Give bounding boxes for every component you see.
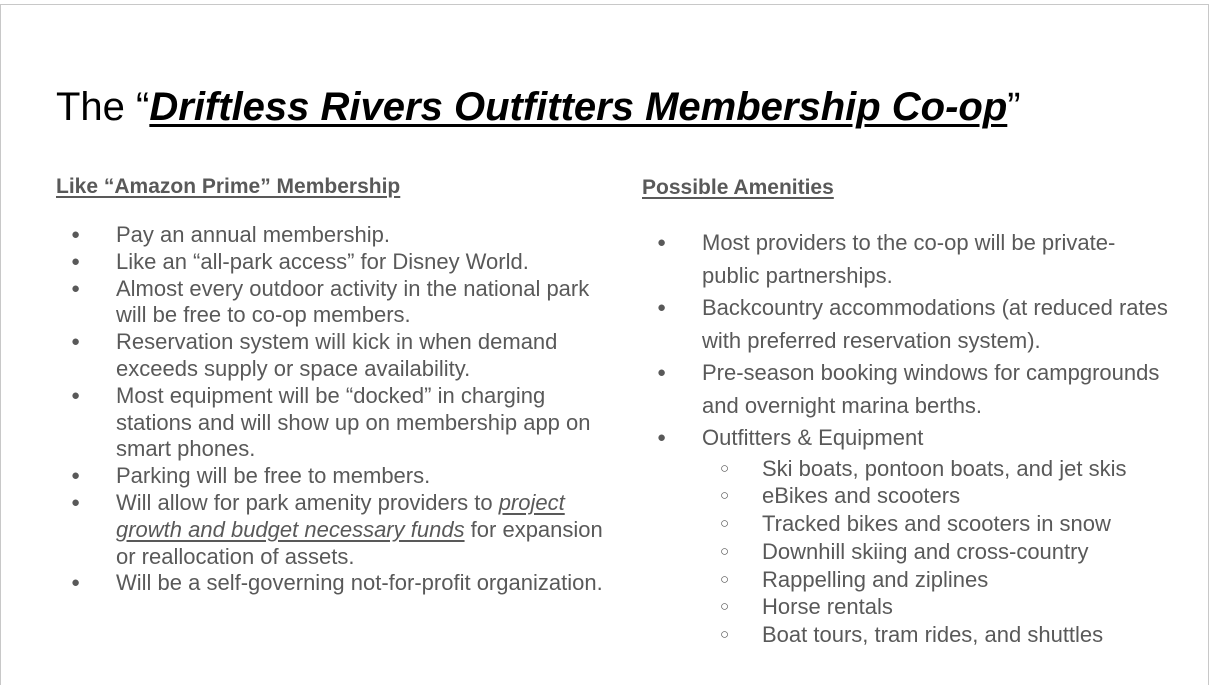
bullet-text: Most providers to the co-op will be private-public partnerships. bbox=[702, 230, 1116, 288]
sub-bullet-text: eBikes and scooters bbox=[762, 483, 961, 509]
bullet-text: Most equipment will be “docked” in charging stations and will show up on membership app on smart phones. bbox=[116, 382, 591, 462]
left-bullet-list bbox=[71, 222, 606, 597]
sub-list-item bbox=[720, 566, 1172, 594]
bullet-icon: ● bbox=[71, 574, 81, 592]
sub-bullet-icon: ○ bbox=[720, 598, 730, 616]
list-item bbox=[657, 357, 1172, 422]
list-item bbox=[71, 489, 606, 570]
list-item bbox=[657, 422, 1172, 649]
sub-bullet-text: Boat tours, tram rides, and shuttles bbox=[762, 622, 1104, 648]
bullet-icon: ● bbox=[71, 333, 81, 351]
bullet-text: Pre-season booking windows for campgrounds and overnight marina berths. bbox=[702, 360, 1160, 418]
sub-bullet-text: Ski boats, pontoon boats, and jet skis bbox=[762, 455, 1127, 481]
sub-bullet-text: Rappelling and ziplines bbox=[762, 566, 989, 592]
bullet-icon: ● bbox=[71, 226, 81, 243]
list-item bbox=[71, 570, 606, 597]
sub-bullet-text: Downhill skiing and cross-country bbox=[762, 538, 1089, 564]
sub-list-item bbox=[720, 482, 1172, 510]
slide-title bbox=[56, 83, 1021, 131]
bullet-text: Reservation system will kick in when demand exceeds supply or space availability. bbox=[116, 329, 558, 381]
right-column-heading: Possible Amenities bbox=[642, 176, 834, 199]
sub-bullet-icon: ○ bbox=[720, 487, 730, 505]
bullet-icon: ● bbox=[657, 299, 667, 316]
bullet-text: Parking will be free to members. bbox=[116, 463, 431, 489]
sub-bullet-text: Tracked bikes and scooters in snow bbox=[762, 511, 1111, 537]
sub-bullet-icon: ○ bbox=[720, 515, 730, 533]
bullet-text: for expansion or reallocation of assets. bbox=[116, 516, 603, 569]
sub-bullet-icon: ○ bbox=[720, 626, 730, 644]
funds-emphasis: project growth and budget necessary funds bbox=[116, 489, 565, 542]
sub-bullet-icon: ○ bbox=[720, 570, 730, 588]
list-item bbox=[657, 227, 1172, 292]
bullet-icon: ● bbox=[71, 467, 81, 485]
list-item bbox=[71, 248, 606, 276]
bullet-text: Almost every outdoor activity in the national park will be free to co-op members. bbox=[116, 275, 590, 328]
bullet-icon: ● bbox=[71, 252, 81, 270]
bullet-icon: ● bbox=[71, 386, 81, 404]
bullet-text: Backcountry accommodations (at reduced rates with preferred reservation system). bbox=[702, 295, 1168, 353]
sub-list-item bbox=[720, 510, 1172, 538]
list-item bbox=[71, 275, 606, 330]
bullet-text: Will be a self-governing not-for-profit organization. bbox=[116, 570, 603, 596]
slide bbox=[0, 4, 1209, 685]
list-item bbox=[71, 463, 606, 490]
title-emphasis: Driftless Rivers Outfitters Membership Co-op bbox=[149, 85, 1008, 129]
bullet-text: Outfitters & Equipment bbox=[702, 425, 924, 450]
sub-bullet-icon: ○ bbox=[720, 459, 730, 477]
bullet-icon: ● bbox=[71, 493, 81, 511]
bullet-text: Will allow for park amenity providers to bbox=[116, 489, 499, 515]
sub-bullet-icon: ○ bbox=[720, 542, 730, 560]
left-column-heading: Like “Amazon Prime” Membership bbox=[56, 175, 401, 198]
sub-bullet-text: Horse rentals bbox=[762, 594, 893, 620]
right-bullet-list bbox=[657, 227, 1172, 649]
bullet-icon: ● bbox=[71, 279, 81, 297]
sub-list-item bbox=[720, 455, 1172, 483]
bullet-icon: ● bbox=[657, 364, 667, 381]
sub-list-item bbox=[720, 593, 1172, 621]
list-item bbox=[657, 292, 1172, 357]
list-item bbox=[71, 222, 606, 249]
bullet-icon: ● bbox=[657, 429, 667, 446]
list-item bbox=[71, 382, 606, 463]
equipment-sub-list bbox=[702, 455, 1172, 650]
bullet-icon: ● bbox=[657, 234, 667, 251]
bullet-text: Like an “all-park access” for Disney World. bbox=[116, 248, 529, 274]
sub-list-item bbox=[720, 621, 1172, 649]
title-prefix: The “ bbox=[56, 85, 150, 129]
bullet-text: Pay an annual membership. bbox=[116, 222, 390, 247]
sub-list-item bbox=[720, 538, 1172, 566]
list-item bbox=[71, 329, 606, 383]
title-suffix: ” bbox=[1007, 85, 1021, 129]
